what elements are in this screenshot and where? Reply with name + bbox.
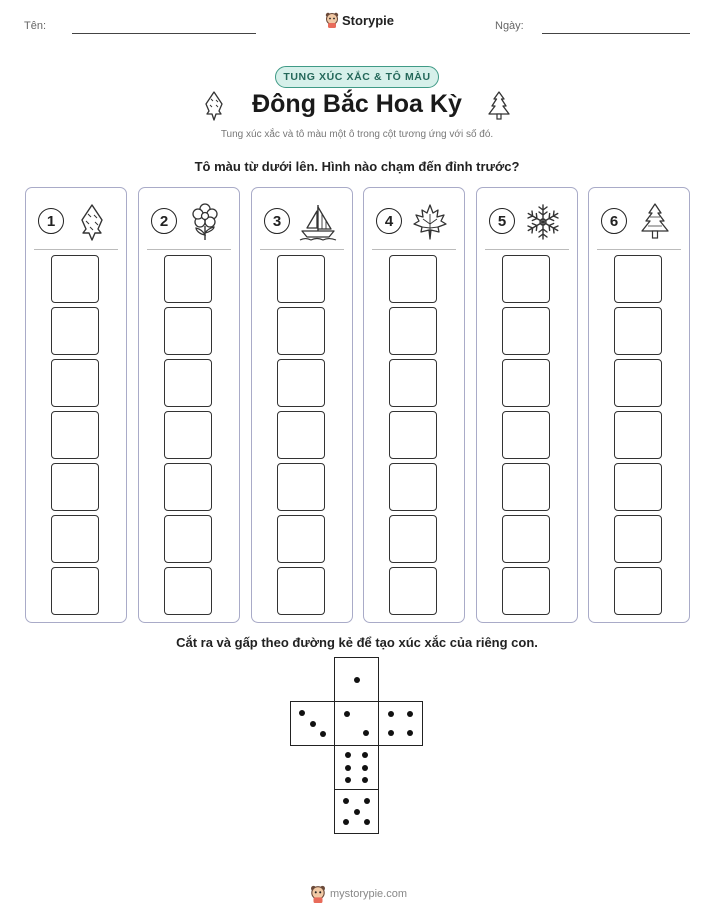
column-number: 4 (376, 208, 402, 234)
die-pip (299, 710, 305, 716)
die-pip (407, 711, 413, 717)
color-cell[interactable] (389, 463, 437, 511)
die-pip (320, 731, 326, 737)
pine-tree-icon (485, 90, 513, 122)
die-pip (362, 752, 368, 758)
color-cell[interactable] (277, 567, 325, 615)
color-cell[interactable] (277, 359, 325, 407)
die-pip (407, 730, 413, 736)
color-cell[interactable] (164, 515, 212, 563)
maple-leaf-icon (410, 202, 450, 242)
color-cell[interactable] (277, 463, 325, 511)
die-face-6 (334, 745, 379, 790)
column-divider (34, 249, 118, 250)
column-number: 2 (151, 208, 177, 234)
color-cell[interactable] (51, 255, 99, 303)
column-divider (372, 249, 456, 250)
color-cell[interactable] (389, 515, 437, 563)
mascot-icon (325, 12, 339, 28)
column-number: 3 (264, 208, 290, 234)
color-cell[interactable] (164, 255, 212, 303)
date-label: Ngày: (495, 20, 524, 32)
color-cell[interactable] (164, 567, 212, 615)
arrowhead-icon (72, 202, 112, 242)
die-face-2 (334, 701, 379, 746)
color-cell[interactable] (502, 255, 550, 303)
color-cell[interactable] (164, 411, 212, 459)
column-divider (260, 249, 344, 250)
column-number: 1 (38, 208, 64, 234)
die-pip (344, 711, 350, 717)
color-cell[interactable] (614, 567, 662, 615)
die-pip (343, 798, 349, 804)
die-pip (345, 765, 351, 771)
footer-url: mystorypie.com (330, 888, 408, 900)
column-4 (363, 187, 465, 623)
brand-logo (325, 12, 394, 28)
die-pip (310, 721, 316, 727)
column-2 (138, 187, 240, 623)
column-3 (251, 187, 353, 623)
color-cell[interactable] (389, 359, 437, 407)
color-cell[interactable] (277, 307, 325, 355)
color-cell[interactable] (614, 515, 662, 563)
die-face-4 (378, 701, 423, 746)
die-face-3 (290, 701, 335, 746)
color-cell[interactable] (502, 463, 550, 511)
die-pip (343, 819, 349, 825)
die-pip (362, 765, 368, 771)
color-cell[interactable] (389, 567, 437, 615)
footer (310, 885, 407, 903)
column-1 (25, 187, 127, 623)
column-number: 5 (489, 208, 515, 234)
die-pip (364, 798, 370, 804)
die-pip (345, 777, 351, 783)
color-cell[interactable] (51, 463, 99, 511)
die-pip (345, 752, 351, 758)
die-pip (388, 711, 394, 717)
cut-instruction: Cắt ra và gấp theo đường kẻ để tạo xúc xắc của riêng con. (176, 635, 538, 650)
color-cell[interactable] (51, 515, 99, 563)
color-cell[interactable] (277, 255, 325, 303)
color-cell[interactable] (51, 411, 99, 459)
snowflake-icon (523, 202, 563, 242)
name-line (72, 33, 256, 34)
die-face-1 (334, 657, 379, 702)
color-cell[interactable] (164, 359, 212, 407)
color-cell[interactable] (614, 463, 662, 511)
date-line (542, 33, 690, 34)
column-5 (476, 187, 578, 623)
color-cell[interactable] (389, 255, 437, 303)
color-cell[interactable] (502, 411, 550, 459)
color-cell[interactable] (51, 307, 99, 355)
color-cell[interactable] (502, 359, 550, 407)
column-divider (597, 249, 681, 250)
flower-icon (185, 202, 225, 242)
color-cell[interactable] (502, 307, 550, 355)
color-cell[interactable] (51, 359, 99, 407)
die-pip (363, 730, 369, 736)
color-cell[interactable] (614, 411, 662, 459)
color-cell[interactable] (389, 411, 437, 459)
color-cell[interactable] (502, 567, 550, 615)
color-cell[interactable] (614, 255, 662, 303)
die-face-5 (334, 789, 379, 834)
color-cell[interactable] (614, 307, 662, 355)
die-pip (364, 819, 370, 825)
brand-name: Storypie (342, 12, 395, 28)
mascot-icon (310, 885, 326, 903)
page-title: Đông Bắc Hoa Kỳ (252, 90, 462, 118)
die-pip (388, 730, 394, 736)
column-divider (485, 249, 569, 250)
die-pip (362, 777, 368, 783)
color-cell[interactable] (164, 463, 212, 511)
activity-badge: TUNG XÚC XẮC & TÔ MÀU (275, 66, 439, 88)
color-cell[interactable] (502, 515, 550, 563)
column-number: 6 (601, 208, 627, 234)
instruction: Tô màu từ dưới lên. Hình nào chạm đến đỉnh trước? (194, 159, 520, 174)
die-pip (354, 677, 360, 683)
color-cell[interactable] (389, 307, 437, 355)
name-label: Tên: (24, 20, 47, 32)
color-cell[interactable] (614, 359, 662, 407)
die-pip (354, 809, 360, 815)
subtitle: Tung xúc xắc và tô màu một ô trong cột tương ứng với số đó. (220, 129, 494, 140)
pine-tree-icon (635, 202, 675, 242)
color-cell[interactable] (164, 307, 212, 355)
column-divider (147, 249, 231, 250)
color-cell[interactable] (277, 515, 325, 563)
sailboat-icon (298, 202, 338, 242)
column-6 (588, 187, 690, 623)
color-cell[interactable] (51, 567, 99, 615)
color-cell[interactable] (277, 411, 325, 459)
